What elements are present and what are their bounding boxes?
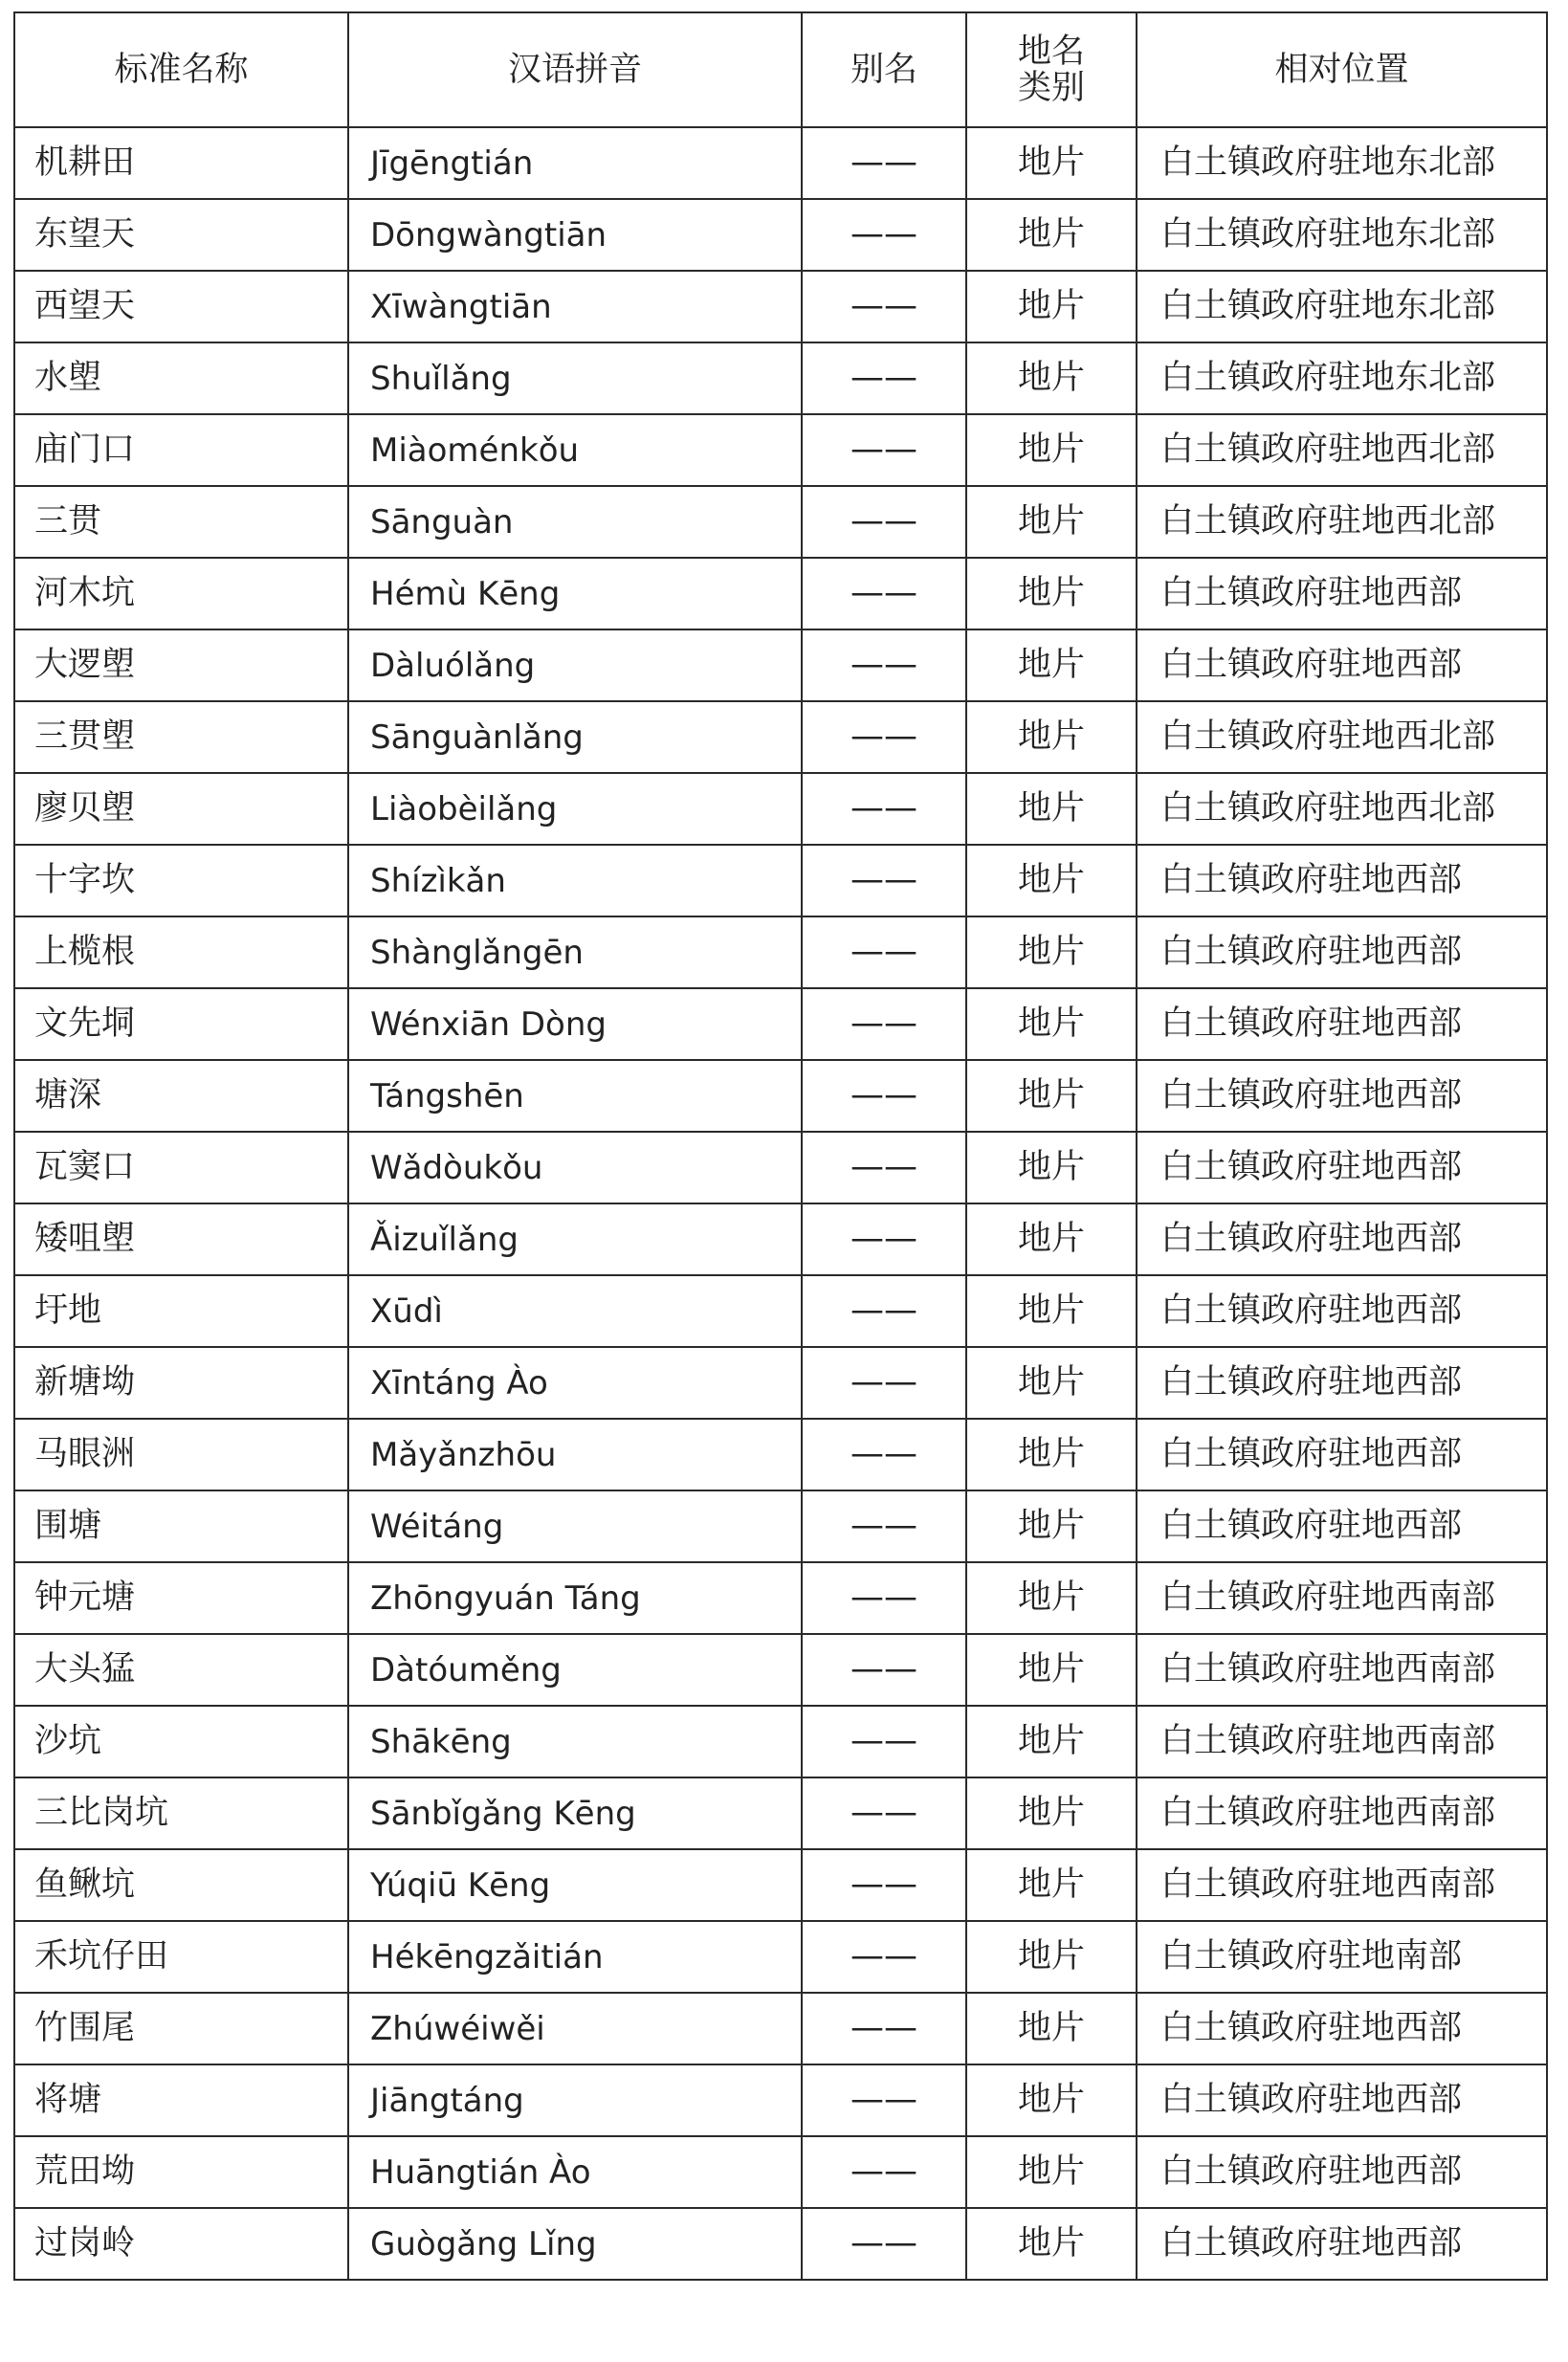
- cell-pinyin: Xīntáng Ào: [348, 1347, 802, 1419]
- cell-relative-position: 白土镇政府驻地西南部: [1137, 1634, 1547, 1706]
- cell-pinyin: Wénxiān Dòng: [348, 988, 802, 1060]
- table-row: [14, 1132, 1547, 1203]
- cell-relative-position: 白土镇政府驻地西北部: [1137, 701, 1547, 773]
- table-body: [14, 127, 1547, 2280]
- cell-relative-position: 白土镇政府驻地西南部: [1137, 1562, 1547, 1634]
- table-row: [14, 1275, 1547, 1347]
- cell-category: 地片: [966, 1203, 1137, 1275]
- table-row: [14, 1060, 1547, 1132]
- cell-standard-name: 文先垌: [14, 988, 348, 1060]
- cell-standard-name: 水塱: [14, 342, 348, 414]
- cell-alias: ——: [802, 916, 966, 988]
- cell-standard-name: 上榄根: [14, 916, 348, 988]
- table-row: [14, 1634, 1547, 1706]
- header-standard-name: 标准名称: [14, 12, 348, 127]
- cell-alias: ——: [802, 2208, 966, 2280]
- table-row: [14, 1419, 1547, 1490]
- table-row: [14, 1347, 1547, 1419]
- cell-relative-position: 白土镇政府驻地西部: [1137, 1275, 1547, 1347]
- table-row: [14, 1706, 1547, 1777]
- cell-relative-position: 白土镇政府驻地西部: [1137, 1419, 1547, 1490]
- cell-alias: ——: [802, 199, 966, 271]
- cell-category: 地片: [966, 1921, 1137, 1993]
- header-alias: 别名: [802, 12, 966, 127]
- table-row: [14, 1490, 1547, 1562]
- cell-standard-name: 将塘: [14, 2064, 348, 2136]
- cell-standard-name: 河木坑: [14, 558, 348, 629]
- cell-alias: ——: [802, 1562, 966, 1634]
- cell-standard-name: 荒田坳: [14, 2136, 348, 2208]
- table-row: [14, 773, 1547, 845]
- cell-pinyin: Wǎdòukǒu: [348, 1132, 802, 1203]
- cell-standard-name: 西望天: [14, 271, 348, 342]
- cell-pinyin: Sānguànlǎng: [348, 701, 802, 773]
- cell-relative-position: 白土镇政府驻地东北部: [1137, 127, 1547, 199]
- cell-pinyin: Sānbǐgǎng Kēng: [348, 1777, 802, 1849]
- table-row: [14, 127, 1547, 199]
- header-category-line2: 类别: [1017, 69, 1085, 107]
- cell-category: 地片: [966, 1849, 1137, 1921]
- cell-standard-name: 瓦窦口: [14, 1132, 348, 1203]
- cell-alias: ——: [802, 629, 966, 701]
- cell-pinyin: Zhōngyuán Táng: [348, 1562, 802, 1634]
- cell-relative-position: 白土镇政府驻地东北部: [1137, 342, 1547, 414]
- cell-category: 地片: [966, 2064, 1137, 2136]
- cell-category: 地片: [966, 1634, 1137, 1706]
- cell-alias: ——: [802, 342, 966, 414]
- cell-pinyin: Xūdì: [348, 1275, 802, 1347]
- cell-category: 地片: [966, 701, 1137, 773]
- cell-pinyin: Yúqiū Kēng: [348, 1849, 802, 1921]
- cell-alias: ——: [802, 845, 966, 916]
- cell-standard-name: 东望天: [14, 199, 348, 271]
- cell-pinyin: Dàtóuměng: [348, 1634, 802, 1706]
- cell-pinyin: Xīwàngtiān: [348, 271, 802, 342]
- table-row: [14, 1849, 1547, 1921]
- table-row: [14, 1921, 1547, 1993]
- cell-standard-name: 鱼鳅坑: [14, 1849, 348, 1921]
- cell-category: 地片: [966, 1706, 1137, 1777]
- cell-relative-position: 白土镇政府驻地西北部: [1137, 773, 1547, 845]
- cell-category: 地片: [966, 1993, 1137, 2064]
- cell-relative-position: 白土镇政府驻地西南部: [1137, 1849, 1547, 1921]
- cell-pinyin: Ǎizuǐlǎng: [348, 1203, 802, 1275]
- cell-alias: ——: [802, 1777, 966, 1849]
- cell-alias: ——: [802, 1490, 966, 1562]
- place-name-table: [13, 11, 1548, 2281]
- cell-relative-position: 白土镇政府驻地东北部: [1137, 271, 1547, 342]
- cell-alias: ——: [802, 701, 966, 773]
- table-row: [14, 988, 1547, 1060]
- cell-standard-name: 机耕田: [14, 127, 348, 199]
- cell-alias: ——: [802, 1921, 966, 1993]
- table-row: [14, 342, 1547, 414]
- cell-standard-name: 矮咀塱: [14, 1203, 348, 1275]
- cell-category: 地片: [966, 1777, 1137, 1849]
- cell-standard-name: 围塘: [14, 1490, 348, 1562]
- cell-relative-position: 白土镇政府驻地西部: [1137, 916, 1547, 988]
- header-category-line1: 地名: [1017, 32, 1085, 71]
- cell-pinyin: Shākēng: [348, 1706, 802, 1777]
- cell-category: 地片: [966, 1490, 1137, 1562]
- table-row: [14, 2136, 1547, 2208]
- table-row: [14, 271, 1547, 342]
- cell-pinyin: Hékēngzǎitián: [348, 1921, 802, 1993]
- cell-relative-position: 白土镇政府驻地西部: [1137, 2064, 1547, 2136]
- cell-pinyin: Mǎyǎnzhōu: [348, 1419, 802, 1490]
- cell-category: 地片: [966, 342, 1137, 414]
- cell-pinyin: Miàoménkǒu: [348, 414, 802, 486]
- header-relative-position: 相对位置: [1137, 12, 1547, 127]
- cell-alias: ——: [802, 1419, 966, 1490]
- table-row: [14, 1562, 1547, 1634]
- table-row: [14, 199, 1547, 271]
- cell-category: 地片: [966, 127, 1137, 199]
- cell-relative-position: 白土镇政府驻地西南部: [1137, 1777, 1547, 1849]
- cell-pinyin: Shízìkǎn: [348, 845, 802, 916]
- cell-relative-position: 白土镇政府驻地西部: [1137, 558, 1547, 629]
- cell-standard-name: 新塘坳: [14, 1347, 348, 1419]
- cell-category: 地片: [966, 199, 1137, 271]
- cell-category: 地片: [966, 1419, 1137, 1490]
- cell-category: 地片: [966, 558, 1137, 629]
- cell-relative-position: 白土镇政府驻地西北部: [1137, 414, 1547, 486]
- header-category: [966, 12, 1137, 127]
- cell-alias: ——: [802, 773, 966, 845]
- cell-relative-position: 白土镇政府驻地西部: [1137, 1060, 1547, 1132]
- table-row: [14, 629, 1547, 701]
- cell-standard-name: 禾坑仔田: [14, 1921, 348, 1993]
- cell-relative-position: 白土镇政府驻地西南部: [1137, 1706, 1547, 1777]
- cell-pinyin: Dàluólǎng: [348, 629, 802, 701]
- cell-alias: ——: [802, 2064, 966, 2136]
- cell-category: 地片: [966, 1132, 1137, 1203]
- cell-relative-position: 白土镇政府驻地西部: [1137, 629, 1547, 701]
- cell-relative-position: 白土镇政府驻地西部: [1137, 1132, 1547, 1203]
- cell-standard-name: 三贯塱: [14, 701, 348, 773]
- cell-category: 地片: [966, 773, 1137, 845]
- cell-alias: ——: [802, 1132, 966, 1203]
- table-row: [14, 1993, 1547, 2064]
- cell-pinyin: Tángshēn: [348, 1060, 802, 1132]
- cell-standard-name: 马眼洲: [14, 1419, 348, 1490]
- cell-pinyin: Zhúwéiwěi: [348, 1993, 802, 2064]
- cell-alias: ——: [802, 2136, 966, 2208]
- cell-standard-name: 塘深: [14, 1060, 348, 1132]
- cell-relative-position: 白土镇政府驻地西部: [1137, 845, 1547, 916]
- cell-pinyin: Jiāngtáng: [348, 2064, 802, 2136]
- cell-pinyin: Wéitáng: [348, 1490, 802, 1562]
- cell-category: 地片: [966, 1347, 1137, 1419]
- cell-alias: ——: [802, 1203, 966, 1275]
- cell-category: 地片: [966, 2208, 1137, 2280]
- cell-standard-name: 过岗岭: [14, 2208, 348, 2280]
- table-row: [14, 414, 1547, 486]
- cell-alias: ——: [802, 1060, 966, 1132]
- table-row: [14, 2064, 1547, 2136]
- cell-category: 地片: [966, 486, 1137, 558]
- cell-alias: ——: [802, 127, 966, 199]
- table-row: [14, 486, 1547, 558]
- cell-pinyin: Hémù Kēng: [348, 558, 802, 629]
- cell-category: 地片: [966, 271, 1137, 342]
- cell-standard-name: 大头猛: [14, 1634, 348, 1706]
- cell-alias: ——: [802, 558, 966, 629]
- cell-category: 地片: [966, 629, 1137, 701]
- cell-pinyin: Jīgēngtián: [348, 127, 802, 199]
- cell-pinyin: Shànglǎngēn: [348, 916, 802, 988]
- cell-pinyin: Sānguàn: [348, 486, 802, 558]
- cell-category: 地片: [966, 1562, 1137, 1634]
- cell-alias: ——: [802, 414, 966, 486]
- cell-category: 地片: [966, 2136, 1137, 2208]
- cell-alias: ——: [802, 1849, 966, 1921]
- cell-alias: ——: [802, 988, 966, 1060]
- cell-standard-name: 沙坑: [14, 1706, 348, 1777]
- cell-alias: ——: [802, 1634, 966, 1706]
- cell-standard-name: 三贯: [14, 486, 348, 558]
- cell-category: 地片: [966, 916, 1137, 988]
- cell-pinyin: Liàobèilǎng: [348, 773, 802, 845]
- place-name-table-container: [13, 11, 1546, 2281]
- cell-relative-position: 白土镇政府驻地西部: [1137, 2208, 1547, 2280]
- table-row: [14, 845, 1547, 916]
- cell-relative-position: 白土镇政府驻地南部: [1137, 1921, 1547, 1993]
- cell-standard-name: 钟元塘: [14, 1562, 348, 1634]
- cell-category: 地片: [966, 845, 1137, 916]
- cell-alias: ——: [802, 1993, 966, 2064]
- table-row: [14, 1777, 1547, 1849]
- cell-alias: ——: [802, 486, 966, 558]
- cell-standard-name: 圩地: [14, 1275, 348, 1347]
- cell-relative-position: 白土镇政府驻地西部: [1137, 1993, 1547, 2064]
- cell-relative-position: 白土镇政府驻地西部: [1137, 988, 1547, 1060]
- cell-alias: ——: [802, 1275, 966, 1347]
- cell-relative-position: 白土镇政府驻地西部: [1137, 2136, 1547, 2208]
- cell-standard-name: 廖贝塱: [14, 773, 348, 845]
- cell-standard-name: 竹围尾: [14, 1993, 348, 2064]
- cell-standard-name: 庙门口: [14, 414, 348, 486]
- cell-standard-name: 十字坎: [14, 845, 348, 916]
- cell-alias: ——: [802, 1347, 966, 1419]
- table-header-row: [14, 12, 1547, 127]
- cell-relative-position: 白土镇政府驻地西部: [1137, 1347, 1547, 1419]
- cell-category: 地片: [966, 988, 1137, 1060]
- cell-category: 地片: [966, 1060, 1137, 1132]
- table-row: [14, 1203, 1547, 1275]
- cell-relative-position: 白土镇政府驻地西北部: [1137, 486, 1547, 558]
- cell-pinyin: Huāngtián Ào: [348, 2136, 802, 2208]
- cell-alias: ——: [802, 1706, 966, 1777]
- header-pinyin: 汉语拼音: [348, 12, 802, 127]
- cell-alias: ——: [802, 271, 966, 342]
- cell-pinyin: Dōngwàngtiān: [348, 199, 802, 271]
- cell-relative-position: 白土镇政府驻地东北部: [1137, 199, 1547, 271]
- cell-standard-name: 大逻塱: [14, 629, 348, 701]
- cell-category: 地片: [966, 1275, 1137, 1347]
- cell-category: 地片: [966, 414, 1137, 486]
- table-row: [14, 701, 1547, 773]
- cell-relative-position: 白土镇政府驻地西部: [1137, 1490, 1547, 1562]
- table-row: [14, 558, 1547, 629]
- cell-relative-position: 白土镇政府驻地西部: [1137, 1203, 1547, 1275]
- cell-pinyin: Shuǐlǎng: [348, 342, 802, 414]
- cell-pinyin: Guògǎng Lǐng: [348, 2208, 802, 2280]
- cell-standard-name: 三比岗坑: [14, 1777, 348, 1849]
- table-row: [14, 916, 1547, 988]
- table-row: [14, 2208, 1547, 2280]
